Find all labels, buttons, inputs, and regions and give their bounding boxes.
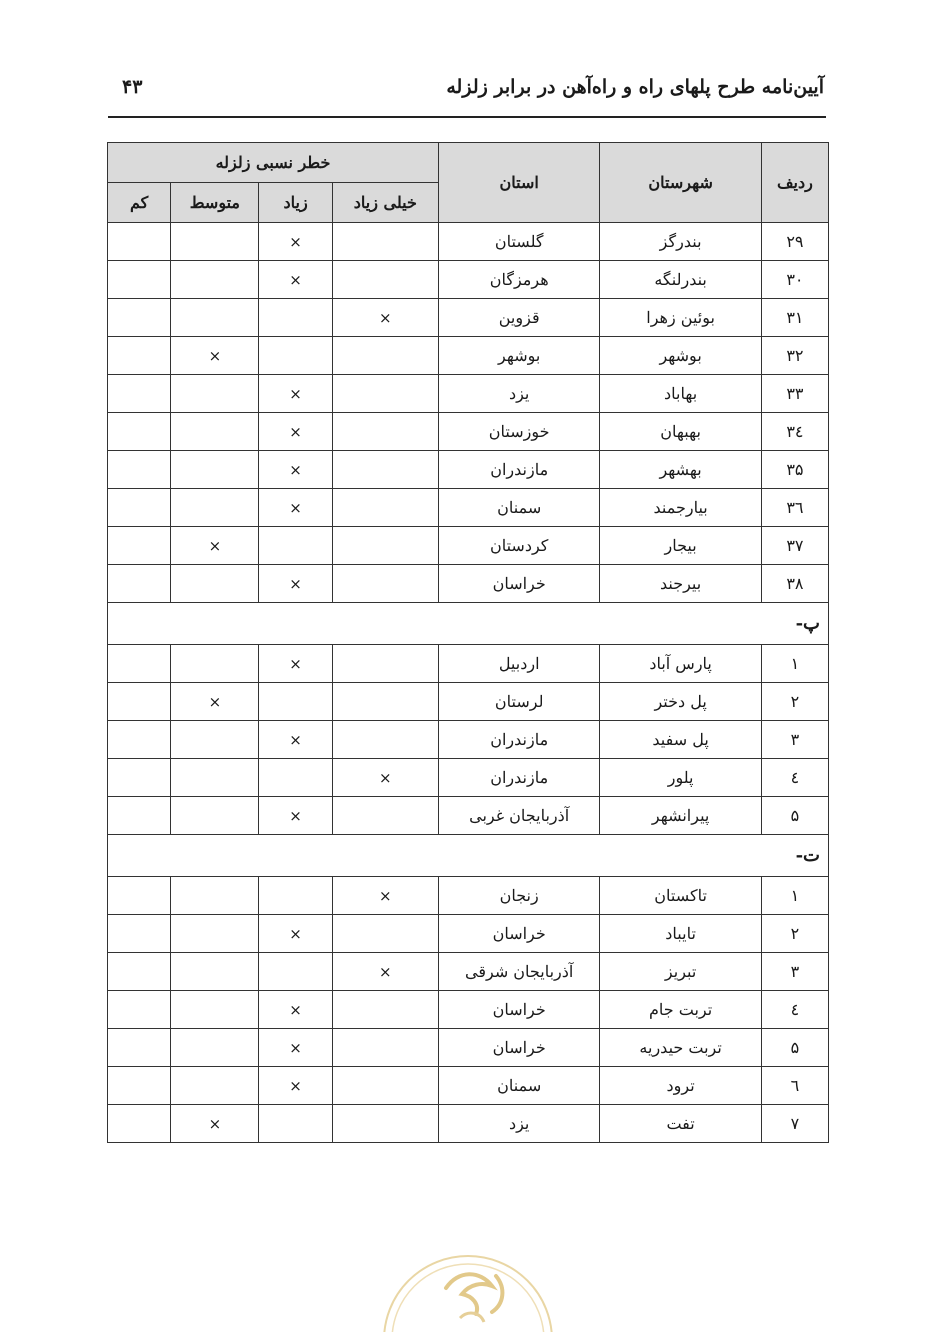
watermark-seal	[376, 1248, 560, 1332]
risk-very-high-cell	[332, 1105, 438, 1143]
page-title: آیین‌نامه طرح پلهای راه و راه‌آهن در برابر زلزله	[446, 76, 824, 98]
risk-mark: ×	[289, 655, 302, 673]
risk-high-cell	[259, 1029, 332, 1067]
section-heading-p: پ-	[108, 603, 829, 645]
row-number-cell: ۲۹	[761, 223, 828, 261]
table-row	[108, 683, 829, 721]
table-row	[108, 877, 829, 915]
table-row	[108, 1067, 829, 1105]
province-cell: آذربایجان غربی	[438, 797, 599, 835]
risk-low-cell	[108, 375, 171, 413]
risk-medium-cell	[171, 451, 259, 489]
table-row	[108, 797, 829, 835]
province-cell: گلستان	[438, 223, 599, 261]
risk-low-cell	[108, 489, 171, 527]
risk-very-high-cell	[332, 683, 438, 721]
risk-mark: ×	[379, 769, 392, 787]
risk-very-high-cell	[332, 877, 438, 915]
risk-low-cell	[108, 299, 171, 337]
province-cell: خوزستان	[438, 413, 599, 451]
risk-medium-cell	[171, 1105, 259, 1143]
risk-very-high-cell	[332, 915, 438, 953]
province-cell: مازندران	[438, 451, 599, 489]
province-cell: خراسان	[438, 915, 599, 953]
risk-mark: ×	[379, 887, 392, 905]
risk-high-cell	[259, 759, 332, 797]
row-number-cell: ۱	[761, 645, 828, 683]
county-cell: بوئین زهرا	[600, 299, 761, 337]
risk-high-cell	[259, 489, 332, 527]
risk-very-high-cell	[332, 223, 438, 261]
section-row	[108, 603, 829, 645]
risk-very-high-cell	[332, 527, 438, 565]
risk-low-cell	[108, 451, 171, 489]
risk-medium-cell	[171, 1029, 259, 1067]
province-cell: خراسان	[438, 1029, 599, 1067]
row-number-cell: ۳٤	[761, 413, 828, 451]
province-cell: کردستان	[438, 527, 599, 565]
risk-medium-cell	[171, 413, 259, 451]
risk-high-cell	[259, 413, 332, 451]
risk-medium-cell	[171, 915, 259, 953]
province-cell: خراسان	[438, 991, 599, 1029]
table-row	[108, 261, 829, 299]
risk-low-cell	[108, 759, 171, 797]
risk-medium-cell	[171, 877, 259, 915]
risk-mark: ×	[289, 461, 302, 479]
risk-low-cell	[108, 565, 171, 603]
risk-very-high-cell	[332, 299, 438, 337]
row-number-cell: ۳۲	[761, 337, 828, 375]
row-number-cell: ۵	[761, 797, 828, 835]
risk-low-cell	[108, 223, 171, 261]
risk-high-cell	[259, 261, 332, 299]
risk-medium-cell	[171, 337, 259, 375]
risk-high-cell	[259, 721, 332, 759]
province-cell: بوشهر	[438, 337, 599, 375]
row-number-cell: ۳۵	[761, 451, 828, 489]
risk-medium-cell	[171, 565, 259, 603]
header-low: کم	[108, 183, 171, 223]
county-cell: تاکستان	[600, 877, 761, 915]
county-cell: تایباد	[600, 915, 761, 953]
county-cell: پیرانشهر	[600, 797, 761, 835]
risk-mark: ×	[289, 499, 302, 517]
row-number-cell: ۱	[761, 877, 828, 915]
risk-low-cell	[108, 991, 171, 1029]
risk-mark: ×	[289, 731, 302, 749]
risk-mark: ×	[289, 233, 302, 251]
risk-low-cell	[108, 797, 171, 835]
row-number-cell: ۲	[761, 915, 828, 953]
county-cell: بهشهر	[600, 451, 761, 489]
table-row	[108, 375, 829, 413]
province-cell: یزد	[438, 1105, 599, 1143]
risk-very-high-cell	[332, 261, 438, 299]
risk-very-high-cell	[332, 797, 438, 835]
county-cell: بوشهر	[600, 337, 761, 375]
risk-very-high-cell	[332, 489, 438, 527]
province-cell: یزد	[438, 375, 599, 413]
risk-low-cell	[108, 1105, 171, 1143]
risk-very-high-cell	[332, 721, 438, 759]
risk-mark: ×	[289, 1077, 302, 1095]
risk-medium-cell	[171, 797, 259, 835]
risk-high-cell	[259, 1067, 332, 1105]
province-cell: اردبیل	[438, 645, 599, 683]
row-number-cell: ٦	[761, 1067, 828, 1105]
risk-high-cell	[259, 645, 332, 683]
county-cell: پارس آباد	[600, 645, 761, 683]
risk-mark: ×	[208, 693, 222, 711]
header-row-no: ردیف	[761, 143, 828, 223]
risk-medium-cell	[171, 721, 259, 759]
row-number-cell: ۳	[761, 953, 828, 991]
risk-very-high-cell	[332, 759, 438, 797]
risk-very-high-cell	[332, 1067, 438, 1105]
risk-high-cell	[259, 337, 332, 375]
row-number-cell: ٤	[761, 759, 828, 797]
county-cell: پلور	[600, 759, 761, 797]
section-row	[108, 835, 829, 877]
province-cell: سمنان	[438, 1067, 599, 1105]
risk-low-cell	[108, 877, 171, 915]
seismic-risk-table	[107, 142, 829, 1143]
row-number-cell: ۳۰	[761, 261, 828, 299]
risk-medium-cell	[171, 991, 259, 1029]
risk-very-high-cell	[332, 337, 438, 375]
risk-mark: ×	[289, 385, 302, 403]
risk-high-cell	[259, 223, 332, 261]
province-cell: لرستان	[438, 683, 599, 721]
table-row	[108, 413, 829, 451]
risk-medium-cell	[171, 683, 259, 721]
risk-medium-cell	[171, 1067, 259, 1105]
risk-high-cell	[259, 565, 332, 603]
county-cell: بیرجند	[600, 565, 761, 603]
risk-mark: ×	[379, 963, 392, 981]
header-very-high: خیلی زیاد	[332, 183, 438, 223]
seal-emblem-icon	[376, 1248, 560, 1332]
county-cell: بهاباد	[600, 375, 761, 413]
county-cell: تربت حیدریه	[600, 1029, 761, 1067]
risk-low-cell	[108, 413, 171, 451]
risk-medium-cell	[171, 953, 259, 991]
table-row	[108, 953, 829, 991]
risk-medium-cell	[171, 489, 259, 527]
row-number-cell: ۳۱	[761, 299, 828, 337]
risk-very-high-cell	[332, 645, 438, 683]
page-header	[108, 70, 826, 118]
risk-mark: ×	[289, 575, 302, 593]
header-province: استان	[438, 143, 599, 223]
row-number-cell: ٤	[761, 991, 828, 1029]
risk-high-cell	[259, 877, 332, 915]
risk-very-high-cell	[332, 991, 438, 1029]
risk-mark: ×	[289, 271, 302, 289]
risk-low-cell	[108, 721, 171, 759]
risk-low-cell	[108, 261, 171, 299]
header-county: شهرستان	[600, 143, 761, 223]
county-cell: بهبهان	[600, 413, 761, 451]
risk-low-cell	[108, 337, 171, 375]
row-number-cell: ۳۸	[761, 565, 828, 603]
table-row	[108, 1029, 829, 1067]
county-cell: بندرگز	[600, 223, 761, 261]
risk-medium-cell	[171, 223, 259, 261]
province-cell: سمنان	[438, 489, 599, 527]
risk-high-cell	[259, 797, 332, 835]
table-row	[108, 299, 829, 337]
row-number-cell: ۲	[761, 683, 828, 721]
table-row	[108, 223, 829, 261]
table-row	[108, 991, 829, 1029]
risk-high-cell	[259, 451, 332, 489]
risk-low-cell	[108, 915, 171, 953]
table-row	[108, 527, 829, 565]
risk-high-cell	[259, 683, 332, 721]
risk-very-high-cell	[332, 1029, 438, 1067]
risk-low-cell	[108, 1029, 171, 1067]
row-number-cell: ۳	[761, 721, 828, 759]
county-cell: ترود	[600, 1067, 761, 1105]
risk-very-high-cell	[332, 375, 438, 413]
risk-high-cell	[259, 953, 332, 991]
risk-high-cell	[259, 527, 332, 565]
row-number-cell: ۳۳	[761, 375, 828, 413]
province-cell: زنجان	[438, 877, 599, 915]
risk-mark: ×	[208, 1115, 222, 1133]
risk-medium-cell	[171, 527, 259, 565]
row-number-cell: ۵	[761, 1029, 828, 1067]
risk-mark: ×	[289, 807, 302, 825]
header-high: زیاد	[259, 183, 332, 223]
county-cell: تفت	[600, 1105, 761, 1143]
risk-mark: ×	[208, 347, 222, 365]
risk-medium-cell	[171, 759, 259, 797]
header-medium: متوسط	[171, 183, 259, 223]
risk-high-cell	[259, 1105, 332, 1143]
province-cell: هرمزگان	[438, 261, 599, 299]
province-cell: آذربایجان شرقی	[438, 953, 599, 991]
risk-low-cell	[108, 1067, 171, 1105]
province-cell: مازندران	[438, 759, 599, 797]
risk-high-cell	[259, 375, 332, 413]
risk-high-cell	[259, 299, 332, 337]
county-cell: بیجار	[600, 527, 761, 565]
table-row	[108, 1105, 829, 1143]
province-cell: مازندران	[438, 721, 599, 759]
county-cell: پل سفید	[600, 721, 761, 759]
risk-medium-cell	[171, 375, 259, 413]
risk-medium-cell	[171, 261, 259, 299]
table-row	[108, 915, 829, 953]
risk-low-cell	[108, 953, 171, 991]
row-number-cell: ۳٦	[761, 489, 828, 527]
risk-mark: ×	[289, 925, 302, 943]
risk-very-high-cell	[332, 565, 438, 603]
risk-very-high-cell	[332, 413, 438, 451]
risk-low-cell	[108, 645, 171, 683]
risk-mark: ×	[208, 537, 222, 555]
risk-mark: ×	[289, 1039, 302, 1057]
risk-very-high-cell	[332, 953, 438, 991]
county-cell: پل دختر	[600, 683, 761, 721]
county-cell: تبریز	[600, 953, 761, 991]
risk-high-cell	[259, 915, 332, 953]
risk-mark: ×	[289, 423, 302, 441]
header-risk-group: خطر نسبی زلزله	[108, 143, 439, 183]
table-row	[108, 759, 829, 797]
risk-medium-cell	[171, 299, 259, 337]
risk-mark: ×	[379, 309, 392, 327]
risk-low-cell	[108, 683, 171, 721]
county-cell: تربت جام	[600, 991, 761, 1029]
risk-medium-cell	[171, 645, 259, 683]
risk-high-cell	[259, 991, 332, 1029]
province-cell: خراسان	[438, 565, 599, 603]
county-cell: بیارجمند	[600, 489, 761, 527]
table-row	[108, 565, 829, 603]
risk-low-cell	[108, 527, 171, 565]
table-row	[108, 645, 829, 683]
province-cell: قزوین	[438, 299, 599, 337]
table-row	[108, 489, 829, 527]
row-number-cell: ۳۷	[761, 527, 828, 565]
table-row	[108, 451, 829, 489]
risk-very-high-cell	[332, 451, 438, 489]
section-heading-t: ت-	[108, 835, 829, 877]
county-cell: بندرلنگه	[600, 261, 761, 299]
row-number-cell: ۷	[761, 1105, 828, 1143]
table-row	[108, 721, 829, 759]
table-row	[108, 337, 829, 375]
risk-mark: ×	[289, 1001, 302, 1019]
page-number: ۴۳	[122, 76, 143, 98]
